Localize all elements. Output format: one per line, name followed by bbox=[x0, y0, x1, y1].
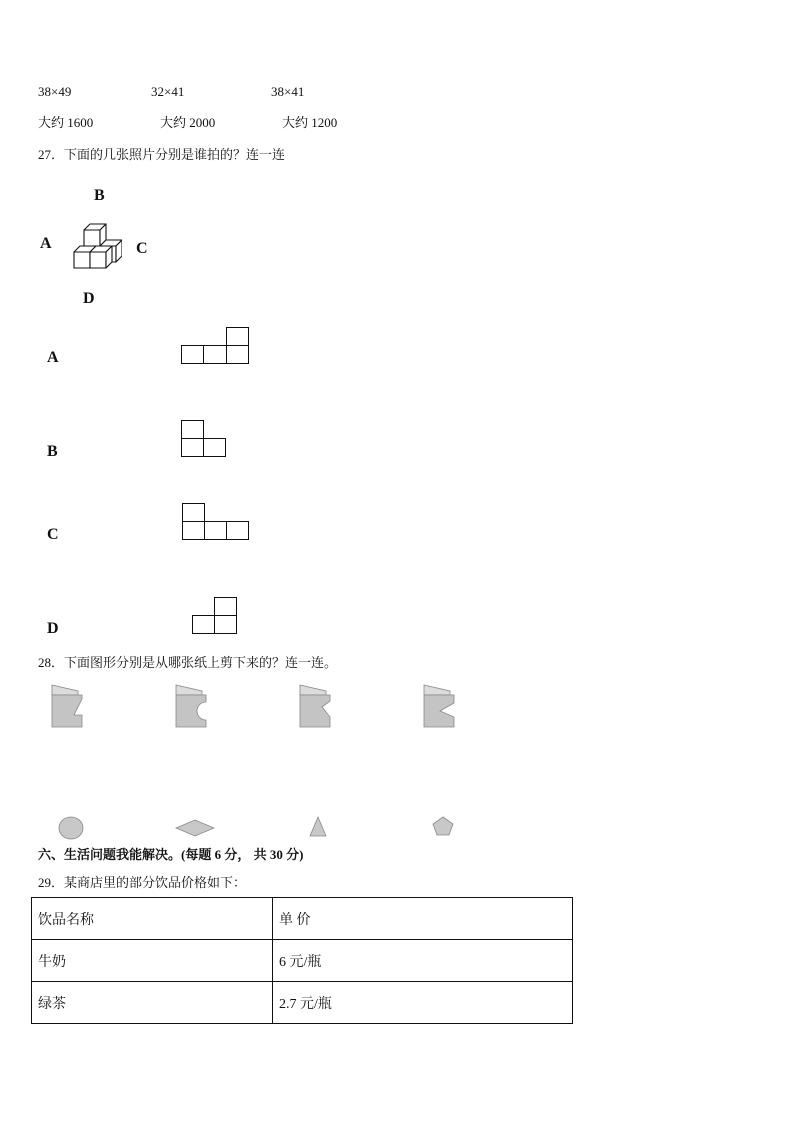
folded-paper-2 bbox=[172, 683, 212, 729]
option-label-d: D bbox=[47, 620, 59, 637]
table-row bbox=[32, 940, 573, 982]
estimate-expr-2: 32×41 bbox=[151, 84, 185, 99]
table-header-cell: 饮品名称 bbox=[32, 898, 273, 940]
option-label-c: C bbox=[47, 526, 59, 543]
shape-pentagon bbox=[430, 815, 456, 837]
price-table bbox=[31, 897, 573, 1024]
view-c-cell bbox=[204, 521, 227, 540]
cube-stack-illustration bbox=[70, 220, 122, 276]
table-row bbox=[32, 982, 573, 1024]
view-a-cell bbox=[226, 345, 249, 364]
view-a-cell bbox=[226, 327, 249, 346]
viewer-label-b: B bbox=[94, 187, 105, 204]
folded-paper-3 bbox=[296, 683, 336, 729]
option-label-a: A bbox=[47, 349, 59, 366]
table-cell: 6 元/瓶 bbox=[273, 940, 573, 982]
estimate-approx-2: 大约 2000 bbox=[160, 115, 216, 130]
view-a-cell bbox=[203, 345, 227, 364]
viewer-label-c: C bbox=[136, 240, 148, 257]
q27-title: 27．下面的几张照片分别是谁拍的？连一连 bbox=[38, 147, 286, 162]
view-a-cell bbox=[181, 345, 204, 364]
view-c-cell bbox=[226, 521, 249, 540]
table-cell: 绿茶 bbox=[32, 982, 273, 1024]
viewer-label-a: A bbox=[40, 235, 52, 252]
view-b-cell bbox=[181, 420, 204, 439]
folded-paper-1 bbox=[48, 683, 84, 729]
q28-title: 28．下面图形分别是从哪张纸上剪下来的？连一连。 bbox=[38, 655, 338, 670]
section-6-title: 六、生活问题我能解决。(每题 6 分， 共 30 分) bbox=[38, 847, 304, 862]
view-c-cell bbox=[182, 503, 205, 522]
view-d-cell bbox=[214, 615, 237, 634]
table-cell: 牛奶 bbox=[32, 940, 273, 982]
view-d-cell bbox=[214, 597, 237, 616]
viewer-label-d: D bbox=[83, 290, 95, 307]
table-header-row bbox=[32, 898, 573, 940]
estimate-expr-1: 38×49 bbox=[38, 84, 72, 99]
estimate-expr-3: 38×41 bbox=[271, 84, 305, 99]
estimate-approx-3: 大约 1200 bbox=[282, 115, 338, 130]
option-label-b: B bbox=[47, 443, 58, 460]
shape-triangle bbox=[308, 815, 328, 839]
shape-rhombus bbox=[174, 818, 216, 838]
folded-paper-4 bbox=[420, 683, 460, 729]
shape-circle bbox=[57, 815, 85, 841]
estimate-approx-1: 大约 1600 bbox=[38, 115, 94, 130]
q29-title: 29．某商店里的部分饮品价格如下： bbox=[38, 875, 247, 890]
view-b-cell bbox=[203, 438, 226, 457]
view-b-cell bbox=[181, 438, 204, 457]
view-c-cell bbox=[182, 521, 205, 540]
view-d-cell bbox=[192, 615, 215, 634]
table-header-cell: 单 价 bbox=[273, 898, 573, 940]
table-cell: 2.7 元/瓶 bbox=[273, 982, 573, 1024]
